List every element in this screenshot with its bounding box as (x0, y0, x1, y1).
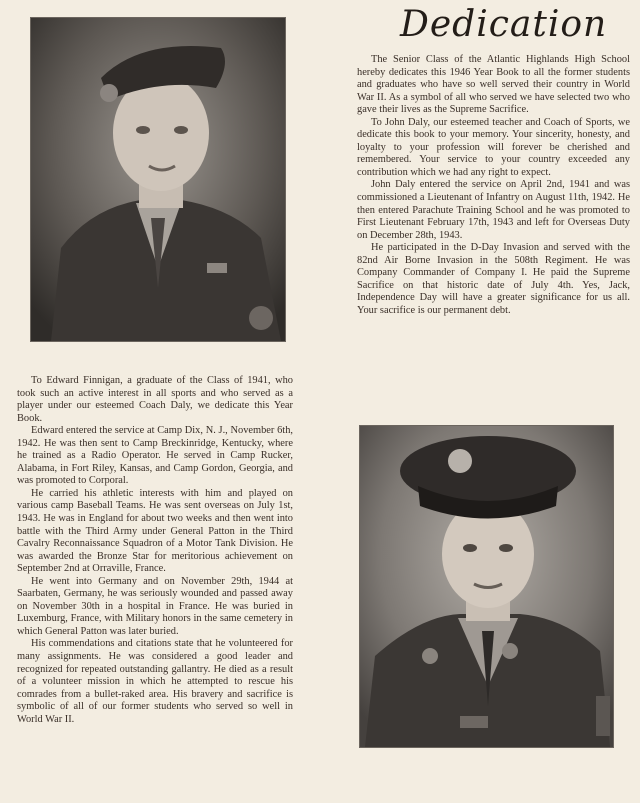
finnigan-paragraph: He went into Germany and on November 29th, 1944 at Saarbaten, Germany, he was seriously wounded and passed away on November 30th in a hospital in France. He was buried in Luxemburg, France, with Military honors in the same cemetery in which General Patton was later buried. (17, 575, 293, 637)
dedication-paragraph: The Senior Class of the Atlantic Highlands High School hereby dedicates this 1946 Year Book to all the former students and graduates who have so well served their country in World War II. As a symbol of all who served we have selected two who gave their lives as the Supreme Sacrifice. (357, 54, 630, 116)
finnigan-paragraph: He carried his athletic interests with him and played on various camp Baseball Teams. He was sent overseas on July 1st, 1943. He was in England for about two weeks and then went into battle with the Third Army under General Patton in the Third Cavalry Reconnaissance Squadron of a Motor Tank Division. He was awarded the Bronze Star for meritorious achievement on September 2nd at Orraville, France. (17, 487, 293, 575)
dedication-paragraph: He participated in the D-Day Invasion and served with the 82nd Air Borne Invasion in the 508th Regiment. He was Company Commander of Company I. He paid the Supreme Sacrifice on that historic date of July 4th. Yes, Jack, Independence Day will have a greater significance for us all. Your sacrifice is our permanent debt. (357, 242, 630, 316)
portrait-john-daly (31, 18, 285, 341)
dedication-paragraph: John Daly entered the service on April 2nd, 1941 and was commissioned a Lieutenant of Infantry on August 11th, 1942. He then entered Parachute Training School and he was promoted to First Lieutenant February 17th, 1943 and left for Overseas Duty on December 28th, 1943. (357, 179, 630, 241)
portrait-edward-finnigan (360, 426, 613, 747)
dedication-text (357, 54, 630, 317)
finnigan-paragraph: To Edward Finnigan, a graduate of the Class of 1941, who took such an active interest in all sports and who served as a player under our esteemed Coach Daly, we dedicate this Year Book. (17, 375, 293, 424)
finnigan-text (17, 375, 293, 726)
dedication-paragraph: To John Daly, our esteemed teacher and Coach of Sports, we dedicate this book to your memory. Your sincerity, honesty, and loyalty to your profession will forever be cherished and remembered. Your service to your country exceeded any contribution which we had any right to expect. (357, 116, 630, 178)
finnigan-paragraph: His commendations and citations state that he volunteered for many assignments. He was considered a good leader and recognized for repeated outstanding gallantry. He died as a result of a volunteer mission in which he attempted to rescue his comrades from a bullet-raked area. His bravery and sacrifice is symbolic of all of our former students who served so well in World War II. (17, 638, 293, 725)
finnigan-paragraph: Edward entered the service at Camp Dix, N. J., November 6th, 1942. He was then sent to Camp Breckinridge, Kentucky, where he trained as a Radio Operator. He served in Camp Rucker, Alabama, in Fort Riley, Kansas, and Camp Gordon, Georgia, and was promoted to Corporal. (17, 425, 293, 487)
page-title: Dedication (400, 4, 608, 45)
